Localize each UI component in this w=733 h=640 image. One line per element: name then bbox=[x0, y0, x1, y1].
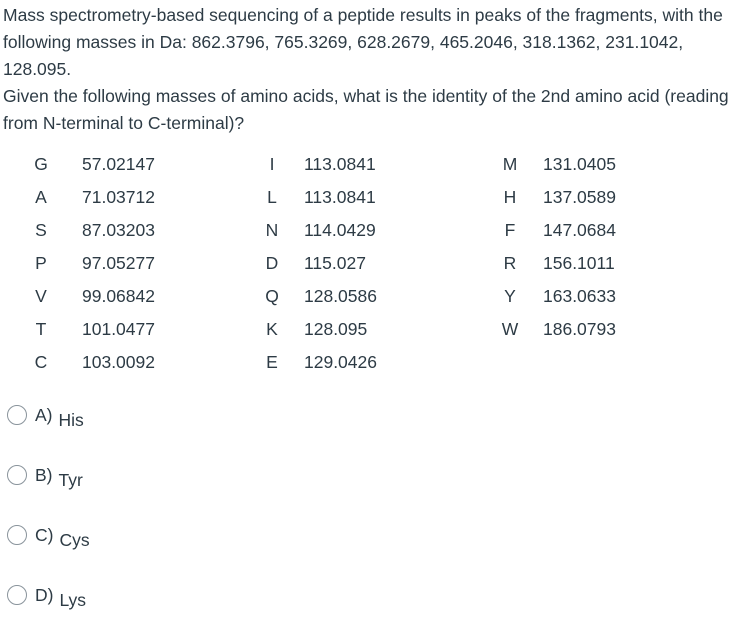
amino-acid-mass: 101.0477 bbox=[82, 319, 155, 339]
choice-letter: D) bbox=[35, 584, 54, 605]
amino-acid-code: P bbox=[35, 253, 47, 273]
amino-acid-mass: 103.0092 bbox=[82, 352, 155, 372]
amino-acid-code: G bbox=[34, 154, 48, 174]
choice-letter: A) bbox=[35, 404, 53, 425]
amino-acid-mass-table bbox=[0, 148, 663, 379]
table-row bbox=[0, 148, 663, 181]
choice-text: Tyr bbox=[58, 469, 83, 490]
amino-acid-mass: 131.0405 bbox=[543, 154, 616, 174]
choice-text: Lys bbox=[59, 589, 87, 610]
amino-acid-mass: 147.0684 bbox=[543, 220, 616, 240]
amino-acid-code: R bbox=[503, 253, 517, 273]
question-text bbox=[3, 2, 731, 137]
amino-acid-code: M bbox=[502, 154, 518, 174]
choice-b-radio-button[interactable] bbox=[7, 465, 27, 485]
amino-acid-mass: 156.1011 bbox=[543, 253, 615, 273]
amino-acid-code: L bbox=[267, 187, 277, 207]
amino-acid-code: E bbox=[266, 352, 278, 372]
amino-acid-code: W bbox=[501, 319, 519, 339]
amino-acid-mass: 99.06842 bbox=[82, 286, 155, 306]
amino-acid-mass: 57.02147 bbox=[82, 154, 155, 174]
choice-text: Cys bbox=[59, 529, 90, 550]
amino-acid-code: C bbox=[34, 352, 48, 372]
amino-acid-code: S bbox=[35, 220, 47, 240]
amino-acid-code: Q bbox=[265, 286, 279, 306]
choice-c-option[interactable] bbox=[7, 520, 90, 550]
table-row bbox=[0, 214, 663, 247]
amino-acid-mass: 137.0589 bbox=[543, 187, 616, 207]
amino-acid-mass: 87.03203 bbox=[82, 220, 155, 240]
amino-acid-mass: 114.0429 bbox=[304, 220, 376, 240]
amino-acid-code: I bbox=[269, 154, 275, 174]
table-row bbox=[0, 346, 663, 379]
amino-acid-code: D bbox=[265, 253, 279, 273]
amino-acid-mass: 71.03712 bbox=[82, 187, 155, 207]
amino-acid-mass bbox=[531, 346, 663, 379]
table-row bbox=[0, 280, 663, 313]
choice-a-radio-button[interactable] bbox=[7, 405, 27, 425]
amino-acid-code: V bbox=[35, 286, 47, 306]
choice-c-radio-button[interactable] bbox=[7, 525, 27, 545]
choice-letter: B) bbox=[35, 464, 53, 485]
amino-acid-mass: 113.0841 bbox=[304, 187, 376, 207]
amino-acid-mass: 113.0841 bbox=[304, 154, 376, 174]
choice-d-option[interactable] bbox=[7, 580, 90, 610]
amino-acid-mass: 115.027 bbox=[304, 253, 366, 273]
choice-letter: C) bbox=[35, 524, 54, 545]
amino-acid-mass: 97.05277 bbox=[82, 253, 155, 273]
question-paragraph-2: Given the following masses of amino acids, what is the identity of the 2nd amino acid (reading from N-terminal to C-terminal)? bbox=[3, 86, 729, 133]
amino-acid-mass: 128.095 bbox=[304, 319, 368, 339]
question-paragraph-1: Mass spectrometry-based sequencing of a peptide results in peaks of the fragments, with the following masses in Da: 862.3796, 765.3269, 628.2679, 465.2046, 318.1362, 231.1042, 128.095. bbox=[3, 5, 723, 79]
answer-choices bbox=[7, 400, 90, 640]
choice-d-radio-button[interactable] bbox=[7, 585, 27, 605]
amino-acid-code: H bbox=[503, 187, 517, 207]
table-row bbox=[0, 247, 663, 280]
choice-a-option[interactable] bbox=[7, 400, 90, 430]
table-row bbox=[0, 181, 663, 214]
amino-acid-code: Y bbox=[504, 286, 516, 306]
amino-acid-code: F bbox=[504, 220, 516, 240]
amino-acid-mass: 129.0426 bbox=[304, 352, 377, 372]
amino-acid-mass: 163.0633 bbox=[543, 286, 616, 306]
amino-acid-mass: 186.0793 bbox=[543, 319, 616, 339]
amino-acid-code: N bbox=[265, 220, 279, 240]
choice-text: His bbox=[58, 409, 84, 430]
amino-acid-mass: 128.0586 bbox=[304, 286, 377, 306]
amino-acid-code bbox=[489, 346, 531, 379]
amino-acid-code: T bbox=[35, 319, 47, 339]
table-row bbox=[0, 313, 663, 346]
choice-b-option[interactable] bbox=[7, 460, 90, 490]
amino-acid-code: K bbox=[266, 319, 278, 339]
amino-acid-code: A bbox=[35, 187, 47, 207]
